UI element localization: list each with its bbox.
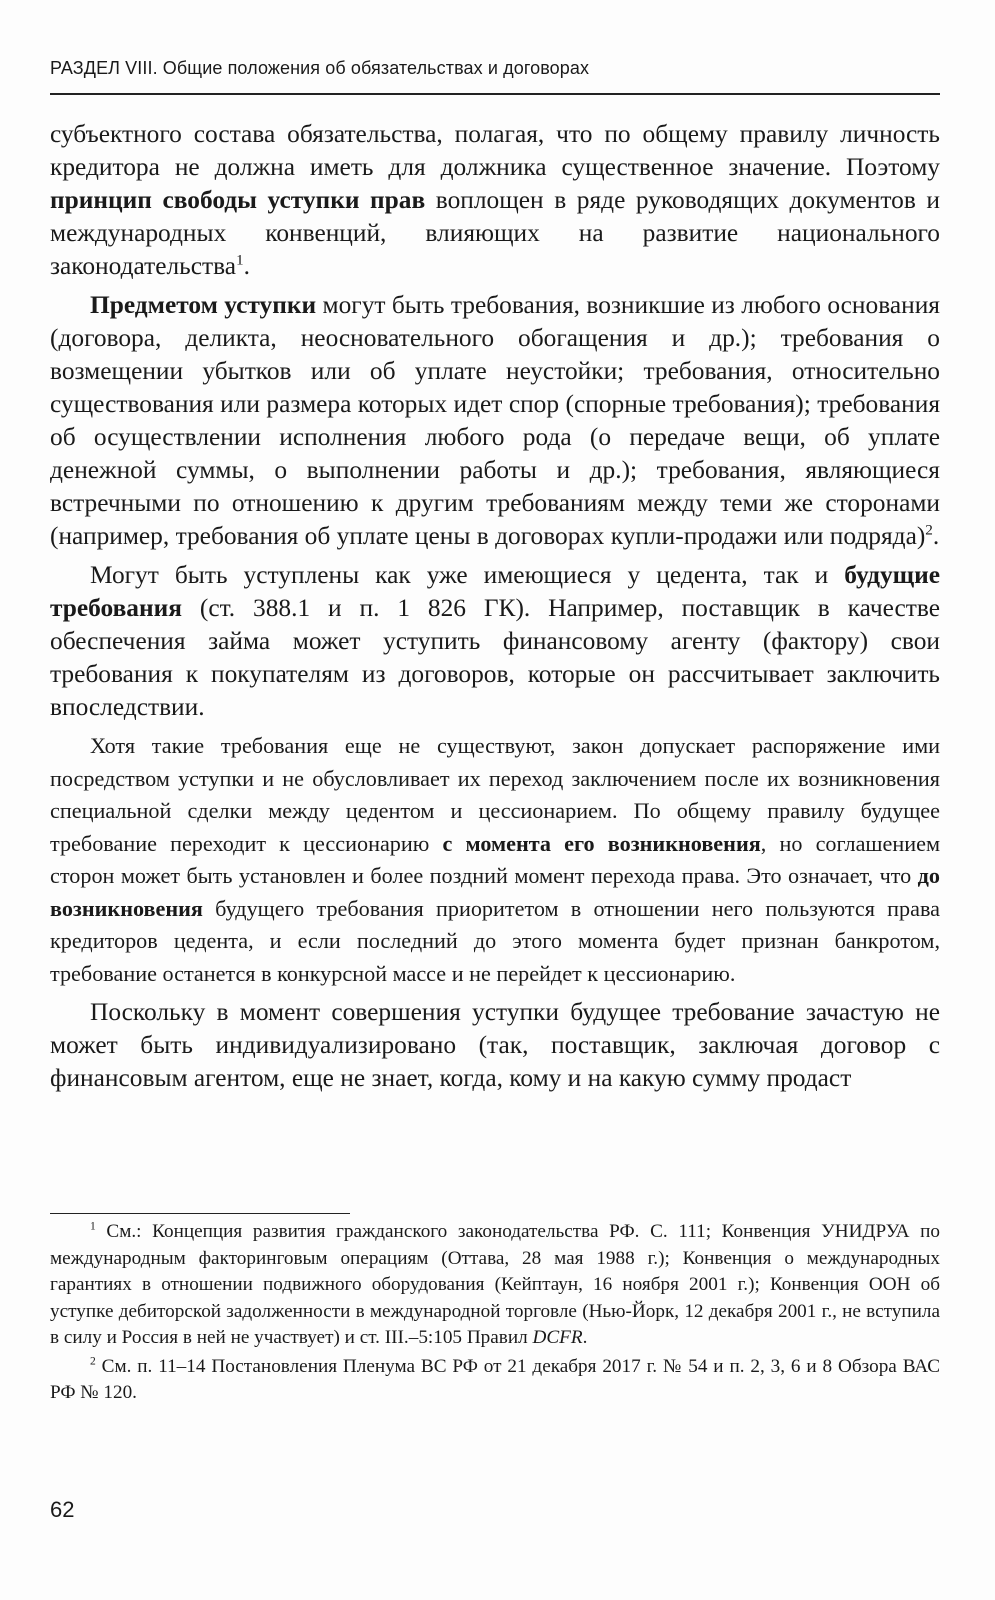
footnote-marker: 2	[90, 1355, 96, 1368]
text-run: воплощен в ряде руководящих документов и международных конвенций, влияющих на развитие национального законодательства	[50, 186, 940, 280]
bold-term: Предметом уступки	[90, 291, 317, 319]
text-run: См. п. 11–14 Постановления Пленума ВС РФ от 21 декабря 2017 г. № 54 и п. 2, 3, 6 и 8 Обзора ВАС РФ № 120.	[50, 1355, 940, 1403]
page-number: 62	[50, 1497, 75, 1522]
header-rule	[50, 93, 940, 95]
text-run: Хотя такие требования еще не существуют, закон допускает распоряжение ими посредством уступки и не обусловливает их переход заключением после их возникновения специальной сделки между цедентом и цессионарием. По общему правилу будущее требование переходит к цессионарию	[50, 733, 940, 856]
text-run: (ст. 388.1 и п. 1 826 ГК). Например, поставщик в качестве обеспечения займа может уступить финансовому агенту (фактору) свои требования к покупателям из договоров, которые он рассчитывает заключить впоследствии.	[50, 594, 940, 721]
text-run: Поскольку в момент совершения уступки будущее требование зачастую не может быть индивидуализировано (так, поставщик, заключая договор с финансовым агентом, еще не знает, когда, кому и на какую сумму продаст	[50, 998, 940, 1092]
bold-term: с момента его возникновения	[442, 830, 761, 856]
text-run: субъектного состава обязательства, полагая, что по общему правилу личность кредитора не должна иметь для должника существенное значение. Поэтому	[50, 120, 940, 181]
paragraph	[50, 559, 940, 724]
paragraph	[50, 289, 940, 553]
text-run: .	[932, 522, 940, 550]
text-run: .	[582, 1327, 588, 1348]
footnote-marker: 2	[925, 521, 933, 539]
text-run: , но соглашением сторон может быть установлен и более поздний момент перехода права. Это означает, что	[50, 830, 940, 888]
italic-text: DCFR	[532, 1327, 583, 1348]
bold-term: будущие требования	[50, 561, 940, 622]
text-run: Могут быть уступлены как уже имеющиеся у цедента, так и	[90, 561, 845, 589]
footnote-marker: 1	[90, 1220, 96, 1233]
footnote-rule	[50, 1213, 350, 1214]
text-run: могут быть требования, возникшие из любого основания (договора, деликта, неосновательного обогащения и др.); требования о возмещении убытков или об уплате неустойки; требования, относительно существования или размера которых идет спор (спорные требования); требования об осуществлении исполнения любого рода (о передаче вещи, об уплате денежной суммы, о выполнении работы и др.); требования, являющиеся встречными по отношению к другим требованиям между теми же сторонами (например, требования об уплате цены в договорах купли-продажи или подряда)	[50, 291, 940, 550]
text-run: См.: Концепция развития гражданского законодательства РФ. С. 111; Конвенция УНИДРУА по международным факторинговым операциям (Оттава, 28 мая 1988 г.); Конвенция о международных гарантиях в отношении подвижного оборудования (Кейптаун, 16 ноября 2001 г.); Конвенция ООН об уступке дебиторской задолженности в международной торговле (Нью-Йорк, 12 декабря 2001 г., не вступила в силу и Россия в ней не участвует) и ст. III.–5:105 Правил	[50, 1221, 940, 1348]
text-run: будущего требования приоритетом в отношении него пользуются права кредиторов цедента, и если последний до этого момента будет признан банкротом, требование останется в конкурсной массе и не перейдет к цессионарию.	[50, 895, 940, 986]
text-run: .	[243, 252, 251, 280]
paragraph	[50, 118, 940, 283]
footnote	[50, 1354, 940, 1407]
running-header: РАЗДЕЛ VIII. Общие положения об обязательствах и договорах	[50, 58, 590, 78]
bold-term: до возникновения	[50, 863, 940, 921]
bold-term: принцип свободы уступки прав	[50, 186, 426, 214]
paragraph	[50, 996, 940, 1095]
footnotes	[50, 1219, 940, 1409]
paragraph	[50, 730, 940, 990]
footnote	[50, 1219, 940, 1352]
main-text	[50, 118, 940, 1101]
footnote-marker: 1	[236, 251, 244, 269]
